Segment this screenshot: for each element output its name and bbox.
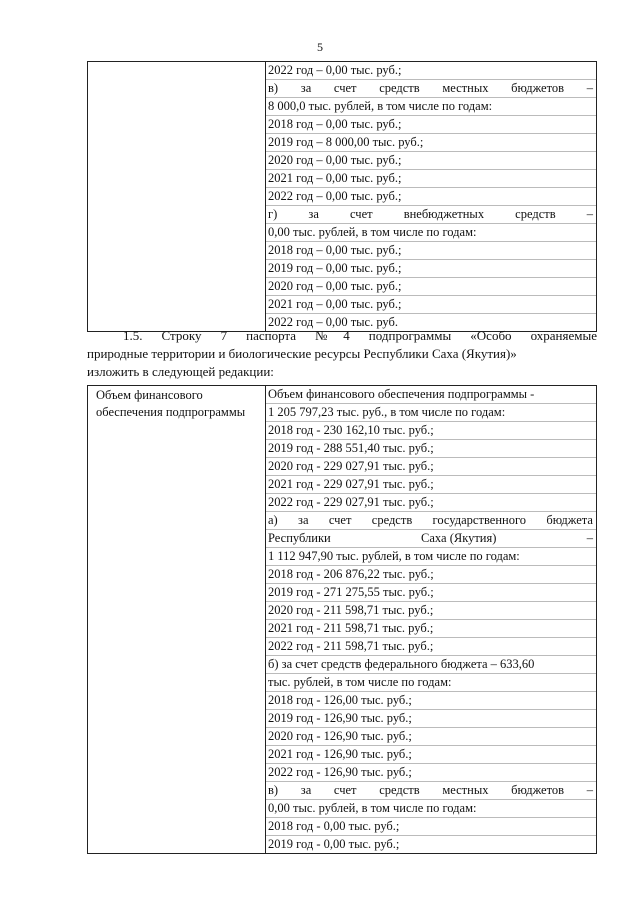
table2-line: 0,00 тыс. рублей, в том числе по годам:	[266, 800, 596, 818]
table2-line: 2022 год - 126,90 тыс. руб.;	[266, 764, 596, 782]
table2-line: 2019 год - 271 275,55 тыс. руб.;	[266, 584, 596, 602]
table2-line	[266, 512, 596, 530]
table1-line	[266, 206, 596, 224]
word: за	[300, 81, 312, 95]
table1-line: 2021 год – 0,00 тыс. руб.;	[266, 296, 596, 314]
table2-line: 2018 год - 0,00 тыс. руб.;	[266, 818, 596, 836]
table1-line: 2019 год – 8 000,00 тыс. руб.;	[266, 134, 596, 152]
page-number: 5	[317, 40, 323, 54]
word: внебюджетных	[403, 207, 485, 221]
table2-line: 2022 год - 211 598,71 тыс. руб.;	[266, 638, 596, 656]
table2-line: 2021 год - 126,90 тыс. руб.;	[266, 746, 596, 764]
table1-lines	[266, 62, 596, 331]
table2-line: 2021 год - 211 598,71 тыс. руб.;	[266, 620, 596, 638]
table1-line: 2019 год – 0,00 тыс. руб.;	[266, 260, 596, 278]
word: счет	[333, 783, 357, 797]
table2-line: 2018 год - 206 876,22 тыс. руб.;	[266, 566, 596, 584]
word: за	[298, 513, 309, 527]
table1-line: 2018 год – 0,00 тыс. руб.;	[266, 116, 596, 134]
table2-line: б) за счет средств федерального бюджета – 633,60	[266, 656, 596, 674]
table2-line: 2020 год - 126,90 тыс. руб.;	[266, 728, 596, 746]
paragraph-line-3: изложить в следующей редакции:	[87, 364, 274, 379]
funding-table-subprogram-4	[87, 385, 597, 854]
word: местных	[442, 81, 489, 95]
word: за	[308, 207, 319, 221]
word: Республики	[268, 531, 331, 545]
word: счет	[349, 207, 373, 221]
word: средств	[515, 207, 556, 221]
table2-line: 2019 год - 0,00 тыс. руб.;	[268, 837, 400, 851]
funding-volume-label: Объем финансового обеспечения подпрограммы	[96, 388, 246, 419]
table2-line: 2021 год - 229 027,91 тыс. руб.;	[266, 476, 596, 494]
word: –	[586, 81, 593, 95]
table2-line	[266, 782, 596, 800]
word: средств	[371, 513, 413, 527]
table1-line	[266, 80, 596, 98]
table1-line: 2022 год – 0,00 тыс. руб.;	[266, 188, 596, 206]
paragraph-line-2: природные территории и биологические ресурсы Республики Саха (Якутия)»	[87, 346, 517, 361]
table2-lines	[266, 386, 596, 853]
table2-right-cell	[266, 386, 597, 854]
word: за	[300, 783, 312, 797]
table1-right-cell	[266, 62, 597, 332]
table1-left-cell	[88, 62, 266, 332]
word: а)	[268, 513, 278, 527]
table2-line: 1 112 947,90 тыс. рублей, в том числе по годам:	[266, 548, 596, 566]
table1-line: 2020 год – 0,00 тыс. руб.;	[266, 152, 596, 170]
table2-line: 2019 год - 288 551,40 тыс. руб.;	[266, 440, 596, 458]
word: в)	[268, 783, 279, 797]
table2-line: Объем финансового обеспечения подпрограммы -	[266, 386, 596, 404]
word: бюджетов	[511, 783, 565, 797]
word: бюджета	[546, 513, 593, 527]
word: г)	[268, 207, 278, 221]
word: счет	[333, 81, 357, 95]
table1-line: 0,00 тыс. рублей, в том числе по годам:	[266, 224, 596, 242]
word: –	[586, 783, 593, 797]
word: бюджетов	[511, 81, 565, 95]
table1-line: 2022 год – 0,00 тыс. руб.	[268, 315, 399, 329]
table1-line: 2021 год – 0,00 тыс. руб.;	[266, 170, 596, 188]
table2-left-cell	[88, 386, 266, 854]
word: Саха (Якутия)	[421, 531, 497, 545]
table2-line: 2020 год - 229 027,91 тыс. руб.;	[266, 458, 596, 476]
table2-line: 2022 год - 229 027,91 тыс. руб.;	[266, 494, 596, 512]
word: счет	[328, 513, 352, 527]
table2-line: тыс. рублей, в том числе по годам:	[266, 674, 596, 692]
table1-line: 2018 год – 0,00 тыс. руб.;	[266, 242, 596, 260]
table2-line: 2018 год - 126,00 тыс. руб.;	[266, 692, 596, 710]
word: средств	[379, 783, 420, 797]
word: –	[586, 531, 593, 545]
funding-table-continued	[87, 61, 597, 332]
word: государственного	[432, 513, 527, 527]
word: в)	[268, 81, 279, 95]
table1-line: 2020 год – 0,00 тыс. руб.;	[266, 278, 596, 296]
word: местных	[442, 783, 489, 797]
table2-line	[266, 530, 596, 548]
table1-line: 8 000,0 тыс. рублей, в том числе по годам:	[266, 98, 596, 116]
table1-line: 2022 год – 0,00 тыс. руб.;	[266, 62, 596, 80]
word: –	[586, 207, 593, 221]
word: средств	[379, 81, 420, 95]
paragraph-line-1: 1.5. Строку 7 паспорта №4 подпрограммы «Особо охраняемые	[123, 328, 597, 343]
table2-line: 2019 год - 126,90 тыс. руб.;	[266, 710, 596, 728]
table2-line: 2018 год - 230 162,10 тыс. руб.;	[266, 422, 596, 440]
table2-line: 2020 год - 211 598,71 тыс. руб.;	[266, 602, 596, 620]
table2-line: 1 205 797,23 тыс. руб., в том числе по годам:	[266, 404, 596, 422]
amendment-paragraph	[87, 327, 597, 381]
